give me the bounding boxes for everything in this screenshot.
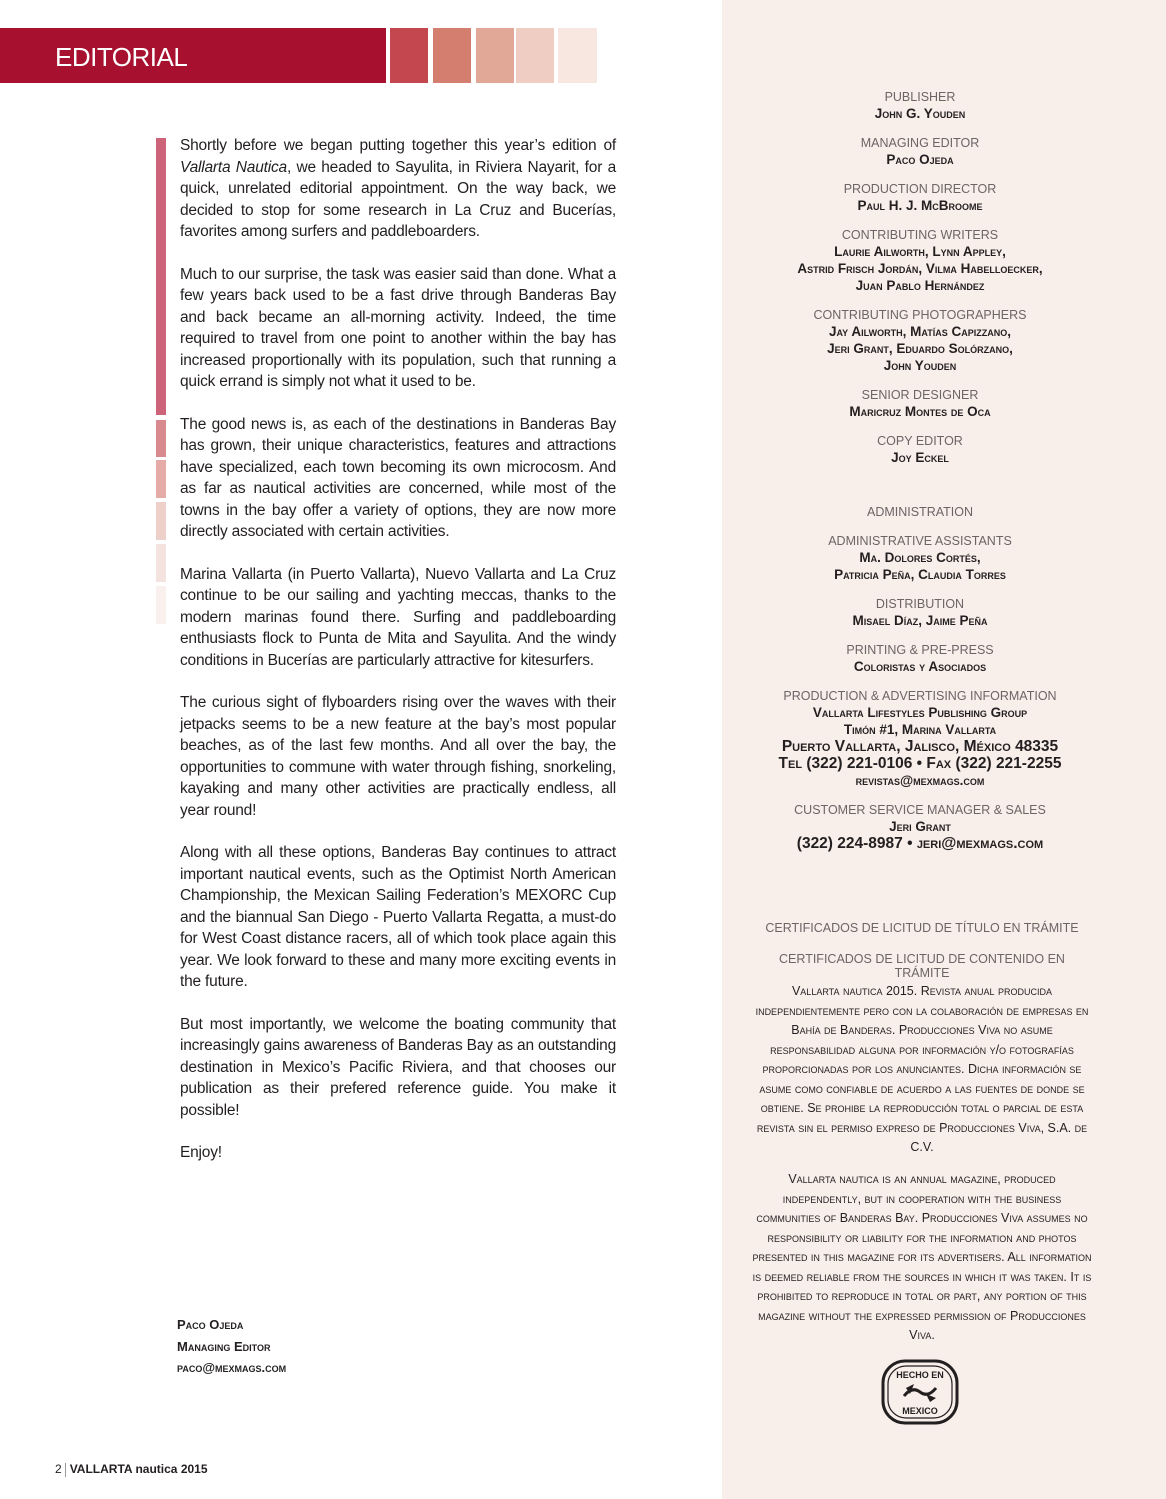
- masthead-photographers: CONTRIBUTING PHOTOGRAPHERS Jay Ailworth, Matías Capizzano, Jeri Grant, Eduardo Solórzano, John Youden: [813, 308, 1027, 373]
- masthead-managing-editor: MANAGING EDITOR Paco Ojeda: [860, 136, 980, 167]
- footer-edition: nautica 2015: [135, 1462, 208, 1476]
- masthead-assistants: ADMINISTRATIVE ASSISTANTS Ma. Dolores Cortés, Patricia Peña, Claudia Torres: [828, 534, 1012, 582]
- masthead-copy-editor: COPY EDITOR Joy Eckel: [877, 434, 963, 465]
- article-paragraph: Marina Vallarta (in Puerto Vallarta), Nuevo Vallarta and La Cruz continue to be our sailing and yachting meccas, thanks to the modern marinas found there. Surfing and paddleboarding enthusiasts flock to Punta de Mita and Sayulita. And the windy conditions in Bucerías are particularly attractive for kitesurfers.: [180, 565, 616, 669]
- author-email[interactable]: paco@mexmags.com: [177, 1360, 287, 1375]
- legal-notice-english: Vallarta nautica is an annual magazine, produced independently, but in cooperation with the business communities of Banderas Bay. Producciones Viva assumes no responsibility or liability for the information and photos presented in this magazine for its advertisers. All information is deemed reliable from the sources in which it was taken. It is prohibited to reproduce in total or part, any portion of this magazine without the expressed permission of Producciones Viva.: [752, 1172, 1092, 1342]
- color-swatch: [476, 28, 514, 83]
- masthead-printing: PRINTING & PRE-PRESS Coloristas y Asociados: [846, 643, 994, 674]
- legal-notice-spanish: Vallarta nautica 2015. Revista anual producida independientemente pero con la colaboración de empresas en Bahía de Banderas. Producciones Viva no asume responsabilidad alguna por información y/o fotografías proporcionadas por los anunciantes. Dicha información se asume como confiable de acuerdo a las fuentes de donde se obtiene. Se prohibe la reproducción total o parcial de esta revista sin el permiso expreso de Producciones Viva, S.A. de C.V.: [755, 984, 1089, 1154]
- author-title: Managing Editor: [177, 1338, 271, 1354]
- masthead-publisher: PUBLISHER John G. Youden: [874, 90, 966, 121]
- content-certificate-note: CERTIFICADOS DE LICITUD DE CONTENIDO EN TRÁMITE: [779, 952, 1065, 980]
- magazine-name: Vallarta Nautica: [180, 158, 287, 176]
- masthead-production-director: PRODUCTION DIRECTOR Paul H. J. McBroome: [843, 182, 997, 213]
- section-title: EDITORIAL: [55, 42, 188, 72]
- footer-divider: [65, 1463, 66, 1477]
- author-signature: [177, 1314, 286, 1379]
- color-swatch: [516, 28, 554, 83]
- svg-text:HECHO EN: HECHO EN: [896, 1370, 944, 1380]
- masthead-administration: ADMINISTRATION: [866, 505, 974, 519]
- masthead-designer: SENIOR DESIGNER Maricruz Montes de Oca: [849, 388, 991, 419]
- title-certificate-note: CERTIFICADOS DE LICITUD DE TÍTULO EN TRÁMITE: [765, 921, 1079, 935]
- article-paragraph: But most importantly, we welcome the boating community that increasingly gains awareness of Banderas Bay as an outstanding destination in Mexico’s Pacific Riviera, and that chooses our publication as their prefered reference guide. You make it possible!: [180, 1015, 616, 1119]
- article-paragraph: The good news is, as each of the destinations in Banderas Bay has grown, their unique characteristics, features and attractions have specialized, each town becoming its own microcosm. And as far as nautical activities are concerned, while most of the towns in the bay offer a variety of options, they are now more directly associated with certain activities.: [180, 415, 616, 540]
- page-number: 2: [55, 1462, 62, 1476]
- article-paragraph: Much to our surprise, the task was easier said than done. What a few years back used to be a fast drive through Banderas Bay and back became an all-morning activity. Indeed, the time required to travel from one point to another within the bay has increased proportionally with its population, such that running a quick errand is simply not what it used to be.: [180, 265, 616, 390]
- accent-bar: [156, 502, 166, 540]
- color-swatch: [558, 28, 597, 83]
- masthead-advertising: PRODUCTION & ADVERTISING INFORMATION Vallarta Lifestyles Publishing Group Timón #1, Marina Vallarta Puerto Vallarta, Jalisco, México 48335 Tel (322) 221-0106 • Fax (322) 221-2255 revistas@mexmags.com: [742, 688, 1098, 789]
- advertising-email[interactable]: revistas@mexmags.com: [855, 773, 985, 788]
- article-paragraph: Shortly before we began putting together this year’s edition of Vallarta Nautica, we headed to Sayulita, in Riviera Nayarit, for a quick, unrelated editorial appointment. On the way back, we decided to stop for some research in La Cruz and Bucerías, favorites among surfers and paddleboarders.: [180, 137, 616, 240]
- accent-bar: [156, 420, 166, 457]
- hecho-en-mexico-seal-icon: [880, 1358, 960, 1426]
- masthead-distribution: DISTRIBUTION Misael Díaz, Jaime Peña: [852, 597, 988, 628]
- page-footer: [55, 1462, 208, 1477]
- accent-bar: [156, 138, 166, 415]
- accent-bar: [156, 544, 166, 582]
- accent-bar: [156, 460, 166, 498]
- accent-bar: [156, 586, 166, 624]
- article-paragraph: The curious sight of flyboarders rising over the waves with their jetpacks seems to be a new feature at the bay’s most popular beaches, as of the last few months. And all over the bay, the opportunities to commune with water through fishing, snorkeling, kayaking and many other activities are practically endless, all year round!: [180, 694, 616, 819]
- editorial-article: [180, 135, 616, 1164]
- article-closing: Enjoy!: [180, 1144, 222, 1161]
- color-swatch: [433, 28, 471, 83]
- color-swatch: [390, 28, 428, 83]
- svg-text:MEXICO: MEXICO: [902, 1406, 938, 1416]
- masthead-writers: CONTRIBUTING WRITERS Laurie Ailworth, Lynn Appley, Astrid Frisch Jordán, Vilma Habelloecker, Juan Pablo Hernández: [797, 228, 1043, 293]
- author-name: Paco Ojeda: [177, 1317, 244, 1332]
- footer-brand: VALLARTA: [69, 1462, 133, 1476]
- masthead: [742, 89, 1098, 865]
- article-paragraph: Along with all these options, Banderas Bay continues to attract important nautical events, such as the Optimist North American Championship, the Mexican Sailing Federation’s MEXORC Cup and the biannual San Diego - Puerto Vallarta Regatta, a must-do for West Coast distance racers, all of which took place again this year. We look forward to these and many more exciting events in the future.: [180, 844, 616, 990]
- masthead-customer-service: CUSTOMER SERVICE MANAGER & SALES Jeri Grant (322) 224-8987 • jeri@mexmags.com: [794, 803, 1046, 852]
